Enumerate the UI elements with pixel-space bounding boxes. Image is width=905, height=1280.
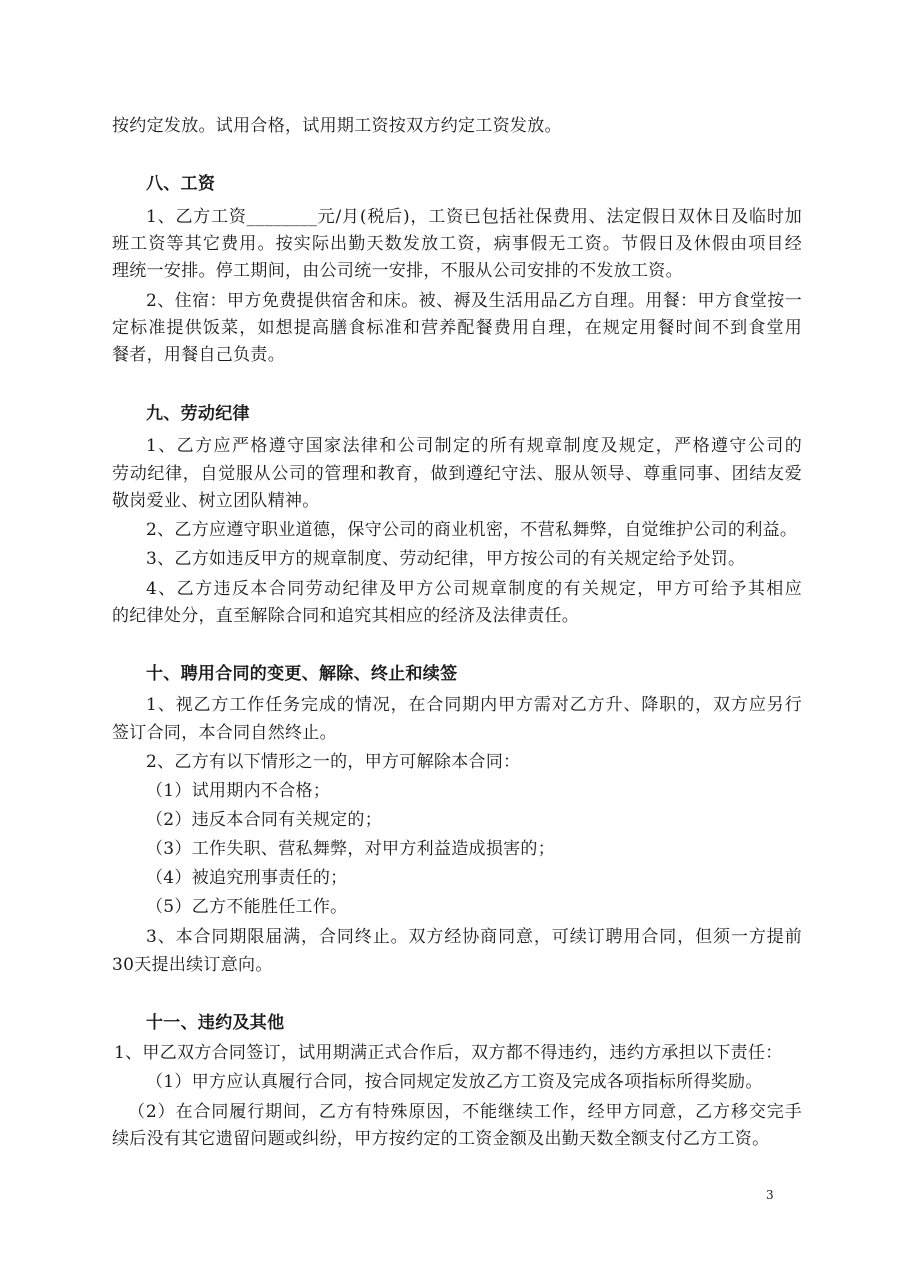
paragraph-line: 劳动纪律，自觉服从公司的管理和教育，做到遵纪守法、服从领导、尊重同事、团结友爱 bbox=[112, 464, 802, 484]
paragraph-line: 续后没有其它遗留问题或纠纷，甲方按约定的工资金额及出勤天数全额支付乙方工资。 bbox=[112, 1129, 770, 1149]
paragraph-line: 2、住宿：甲方免费提供宿舍和床。被、褥及生活用品乙方自理。用餐：甲方食堂按一 bbox=[146, 291, 802, 311]
paragraph-line: 敬岗爱业、树立团队精神。 bbox=[112, 491, 320, 511]
section-heading-discipline: 九、劳动纪律 bbox=[146, 404, 250, 424]
page-number: 3 bbox=[766, 1188, 774, 1202]
paragraph-line: 3、本合同期限届满，合同终止。双方经协商同意，可续订聘用合同，但须一方提前 bbox=[146, 927, 802, 947]
paragraph-line: 餐者，用餐自己负责。 bbox=[112, 345, 285, 365]
paragraph-line: 1、乙方应严格遵守国家法律和公司制定的所有规章制度及规定，严格遵守公司的 bbox=[146, 436, 802, 456]
section-heading-wages: 八、工资 bbox=[146, 174, 216, 194]
paragraph-line: 定标准提供饭菜，如想提高膳食标准和营养配餐费用自理，在规定用餐时间不到食堂用 bbox=[112, 318, 802, 338]
paragraph-line: 1、视乙方工作任务完成的情况，在合同期内甲方需对乙方升、降职的，双方应另行 bbox=[146, 695, 802, 715]
section-heading-contract-changes: 十、聘用合同的变更、解除、终止和续签 bbox=[146, 664, 458, 684]
list-item: （2）违反本合同有关规定的； bbox=[146, 810, 383, 830]
list-item: （4）被追究刑事责任的； bbox=[146, 868, 348, 888]
paragraph-line: 4、乙方违反本合同劳动纪律及甲方公司规章制度的有关规定，甲方可给予其相应 bbox=[146, 579, 802, 599]
list-item: （5）乙方不能胜任工作。 bbox=[146, 897, 348, 917]
paragraph-line: 30天提出续订意向。 bbox=[112, 955, 273, 975]
list-item: （3）工作失职、营私舞弊，对甲方利益造成损害的； bbox=[146, 839, 556, 859]
list-item: （1）试用期内不合格； bbox=[146, 781, 331, 801]
section-heading-breach: 十一、违约及其他 bbox=[146, 1013, 285, 1033]
paragraph-line: 班工资等其它费用。按实际出勤天数发放工资，病事假无工资。节假日及休假由项目经 bbox=[112, 234, 802, 254]
paragraph-line: 1、甲乙双方合同签订，试用期满正式合作后，双方都不得违约，违约方承担以下责任： bbox=[114, 1043, 783, 1063]
paragraph-line: 1、乙方工资________元/月(税后)，工资已包括社保费用、法定假日双休日及临时加 bbox=[146, 207, 802, 227]
paragraph-line: 按约定发放。试用合格，试用期工资按双方约定工资发放。 bbox=[112, 116, 562, 136]
paragraph-line: 2、乙方应遵守职业道德，保守公司的商业机密，不营私舞弊，自觉维护公司的利益。 bbox=[146, 520, 798, 540]
paragraph-line: 签订合同，本合同自然终止。 bbox=[112, 723, 337, 743]
paragraph-line: 2、乙方有以下情形之一的，甲方可解除本合同： bbox=[146, 752, 521, 772]
paragraph-line: 3、乙方如违反甲方的规章制度、劳动纪律，甲方按公司的有关规定给予处罚。 bbox=[146, 549, 746, 569]
list-item: （1）甲方应认真履行合同，按合同规定发放乙方工资及完成各项指标所得奖励。 bbox=[146, 1072, 763, 1092]
list-item: （2）在合同履行期间，乙方有特殊原因，不能继续工作，经甲方同意，乙方移交完手 bbox=[128, 1102, 802, 1122]
paragraph-line: 理统一安排。停工期间，由公司统一安排，不服从公司安排的不发放工资。 bbox=[112, 261, 683, 281]
paragraph-line: 的纪律处分，直至解除合同和追究其相应的经济及法律责任。 bbox=[112, 606, 580, 626]
